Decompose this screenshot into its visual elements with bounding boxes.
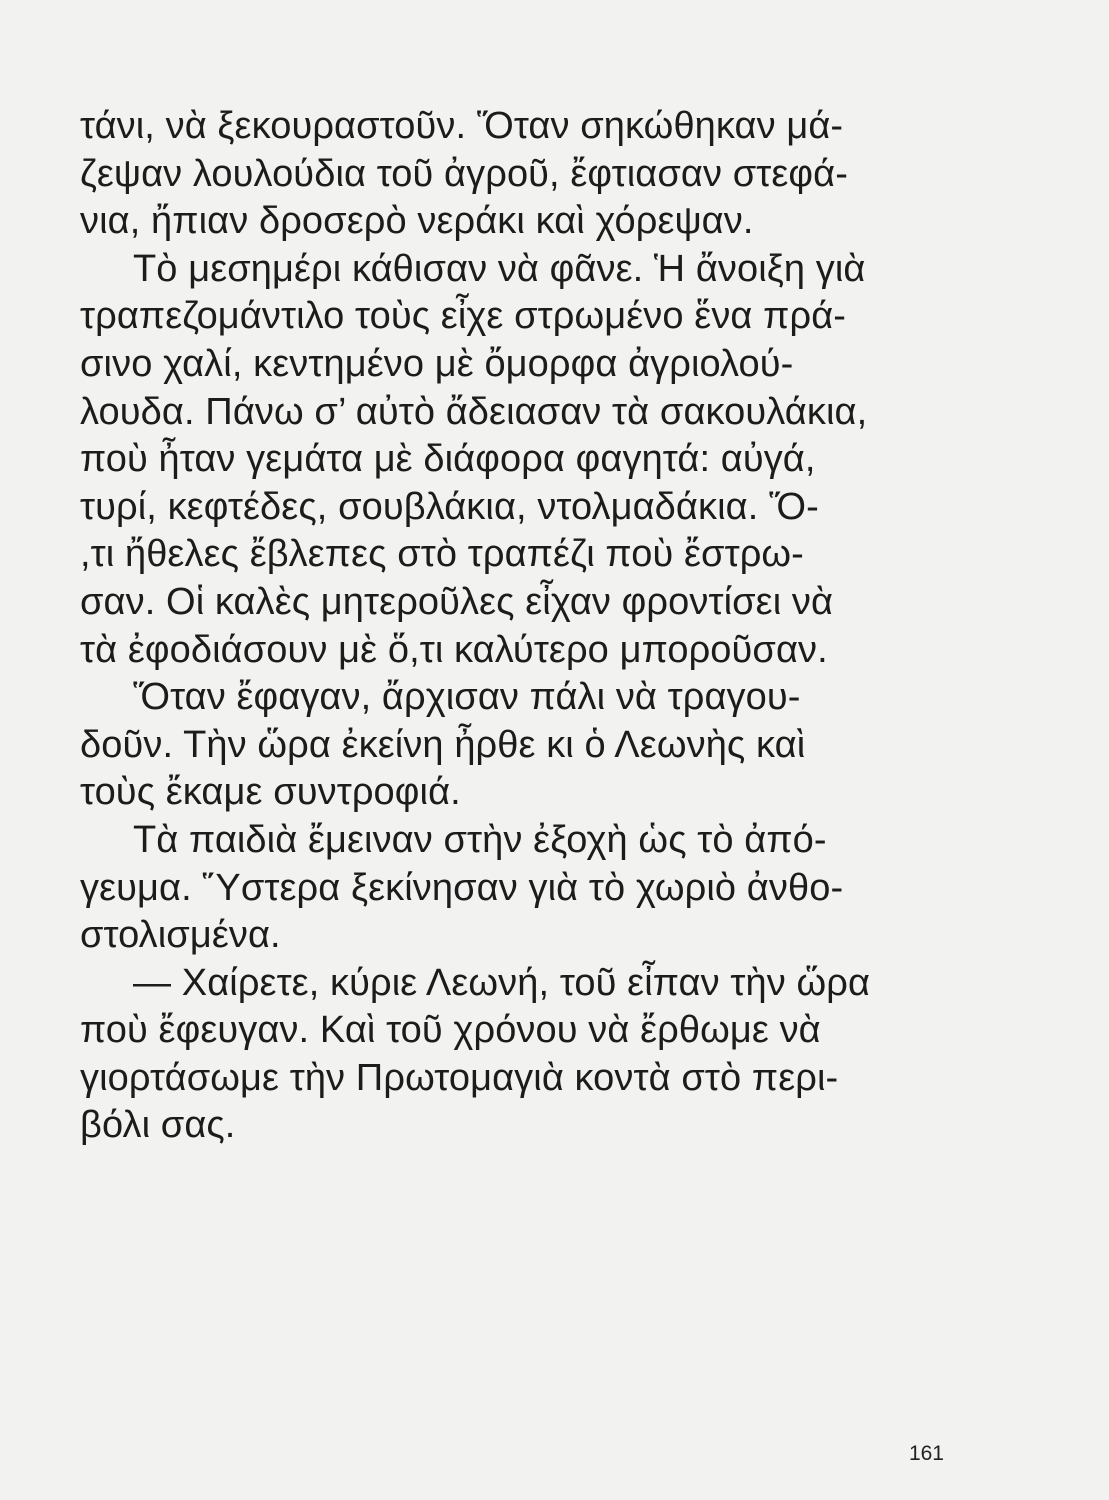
text-line: ποὺ ἦταν γεμάτα μὲ διάφορα φαγητά: αὐγά, bbox=[80, 438, 816, 481]
text-line: γευμα. Ὕστερα ξεκίνησαν γιὰ τὸ χωριὸ ἀνθο- bbox=[80, 866, 844, 909]
text-line: σαν. Οἱ καλὲς μητεροῦλες εἶχαν φροντίσει νὰ bbox=[80, 580, 834, 623]
text-line: γιορτάσωμε τὴν Πρωτομαγιὰ κοντὰ στὸ περι- bbox=[80, 1056, 839, 1099]
text-line: τοὺς ἔκαμε συντροφιά. bbox=[80, 771, 461, 814]
text-line: ποὺ ἔφευγαν. Καὶ τοῦ χρόνου νὰ ἔρθωμε νὰ bbox=[80, 1009, 821, 1052]
text-line: Τὰ παιδιὰ ἔμειναν στὴν ἐξοχὴ ὡς τὸ ἀπό- bbox=[133, 818, 827, 861]
text-line: σινο χαλί, κεντημένο μὲ ὄμορφα ἀγριολού- bbox=[80, 342, 794, 385]
text-line: λουδα. Πάνω σ’ αὐτὸ ἄδειασαν τὰ σακουλάκια, bbox=[80, 390, 868, 433]
text-line: στολισμένα. bbox=[80, 914, 281, 957]
page-number: 161 bbox=[908, 1442, 944, 1465]
text-line: δοῦν. Τὴν ὥρα ἐκείνη ἦρθε κι ὁ Λεωνὴς καὶ bbox=[80, 723, 806, 766]
body-text bbox=[80, 103, 960, 1150]
text-line: τάνι, νὰ ξεκουραστοῦν. Ὅταν σηκώθηκαν μά- bbox=[80, 105, 844, 147]
text-line: ζεψαν λουλούδια τοῦ ἀγροῦ, ἔφτιασαν στεφά- bbox=[80, 152, 848, 195]
text-line: νια, ἤπιαν δροσερὸ νεράκι καὶ χόρεψαν. bbox=[80, 200, 754, 243]
text-line: βόλι σας. bbox=[80, 1104, 236, 1147]
text-line: Ὅταν ἔφαγαν, ἄρχισαν πάλι νὰ τραγου- bbox=[133, 676, 801, 719]
text-line: τραπεζομάντιλο τοὺς εἶχε στρωμένο ἕνα πρά- bbox=[80, 295, 847, 338]
text-line: Τὸ μεσημέρι κάθισαν νὰ φᾶνε. Ἡ ἄνοιξη γιὰ bbox=[133, 247, 866, 290]
text-line: — Χαίρετε, κύριε Λεωνή, τοῦ εἶπαν τὴν ὥρα bbox=[133, 961, 871, 1004]
text-line: τὰ ἐφοδιάσουν μὲ ὅ,τι καλύτερο μποροῦσαν. bbox=[80, 628, 828, 671]
text-line: ,τι ἤθελες ἔβλεπες στὸ τραπέζι ποὺ ἔστρω- bbox=[80, 533, 804, 576]
text-line: τυρί, κεφτέδες, σουβλάκια, ντολμαδάκια. Ὅ- bbox=[80, 485, 819, 528]
